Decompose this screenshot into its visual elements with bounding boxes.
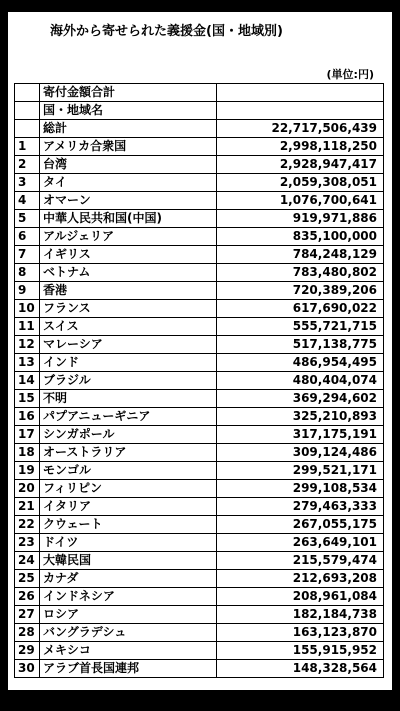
row-amount: 279,463,333 <box>217 498 384 516</box>
header-label-cell <box>40 102 217 120</box>
row-country: オマーン <box>40 192 217 210</box>
table-header-row <box>15 84 384 102</box>
row-rank: 18 <box>15 444 40 462</box>
bottom-bar <box>0 690 400 711</box>
row-amount: 2,059,308,051 <box>217 174 384 192</box>
row-rank: 27 <box>15 606 40 624</box>
table-row <box>15 354 384 372</box>
row-country: アルジェリア <box>40 228 217 246</box>
row-amount: 148,328,564 <box>217 660 384 678</box>
row-rank: 3 <box>15 174 40 192</box>
row-amount: 325,210,893 <box>217 408 384 426</box>
row-rank: 28 <box>15 624 40 642</box>
table-row <box>15 624 384 642</box>
donations-table <box>14 83 384 678</box>
table-row <box>15 480 384 498</box>
row-amount: 919,971,886 <box>217 210 384 228</box>
row-rank: 13 <box>15 354 40 372</box>
document-sheet <box>8 12 392 690</box>
row-rank: 25 <box>15 570 40 588</box>
table-row <box>15 498 384 516</box>
row-rank: 14 <box>15 372 40 390</box>
row-rank: 1 <box>15 138 40 156</box>
table-row <box>15 444 384 462</box>
table-row <box>15 390 384 408</box>
table-row <box>15 282 384 300</box>
table-row <box>15 462 384 480</box>
row-rank: 30 <box>15 660 40 678</box>
row-country: クウェート <box>40 516 217 534</box>
table-row <box>15 642 384 660</box>
row-country: インド <box>40 354 217 372</box>
row-rank: 12 <box>15 336 40 354</box>
row-country: 香港 <box>40 282 217 300</box>
row-amount: 215,579,474 <box>217 552 384 570</box>
header-amount-cell <box>217 84 384 102</box>
row-amount: 617,690,022 <box>217 300 384 318</box>
row-country: 台湾 <box>40 156 217 174</box>
row-country: アメリカ合衆国 <box>40 138 217 156</box>
total-rank-cell <box>15 120 40 138</box>
row-rank: 21 <box>15 498 40 516</box>
row-country: カナダ <box>40 570 217 588</box>
row-rank: 10 <box>15 300 40 318</box>
row-amount: 299,108,534 <box>217 480 384 498</box>
row-amount: 720,389,206 <box>217 282 384 300</box>
row-country: フィリピン <box>40 480 217 498</box>
row-amount: 309,124,486 <box>217 444 384 462</box>
total-label: 総計 <box>40 120 217 138</box>
row-amount: 299,521,171 <box>217 462 384 480</box>
table-row <box>15 552 384 570</box>
table-row <box>15 570 384 588</box>
table-row <box>15 372 384 390</box>
row-rank: 26 <box>15 588 40 606</box>
table-row <box>15 210 384 228</box>
header-amount-cell <box>217 102 384 120</box>
row-amount: 783,480,802 <box>217 264 384 282</box>
row-country: シンガポール <box>40 426 217 444</box>
row-amount: 1,076,700,641 <box>217 192 384 210</box>
table-row <box>15 336 384 354</box>
row-amount: 212,693,208 <box>217 570 384 588</box>
row-amount: 208,961,084 <box>217 588 384 606</box>
table-row <box>15 174 384 192</box>
row-country: メキシコ <box>40 642 217 660</box>
row-country: イギリス <box>40 246 217 264</box>
row-amount: 155,915,952 <box>217 642 384 660</box>
row-country: ブラジル <box>40 372 217 390</box>
row-rank: 5 <box>15 210 40 228</box>
header-rank-cell <box>15 84 40 102</box>
row-rank: 22 <box>15 516 40 534</box>
row-country: オーストラリア <box>40 444 217 462</box>
row-rank: 4 <box>15 192 40 210</box>
row-rank: 11 <box>15 318 40 336</box>
row-rank: 29 <box>15 642 40 660</box>
row-country: アラブ首長国連邦 <box>40 660 217 678</box>
table-row <box>15 228 384 246</box>
page-title: 海外から寄せられた義援金(国・地域別) <box>50 24 283 39</box>
row-amount: 2,928,947,417 <box>217 156 384 174</box>
table-row <box>15 138 384 156</box>
row-rank: 23 <box>15 534 40 552</box>
row-country: バングラデシュ <box>40 624 217 642</box>
row-country: スイス <box>40 318 217 336</box>
row-country: パプアニューギニア <box>40 408 217 426</box>
row-rank: 20 <box>15 480 40 498</box>
header-rank-cell <box>15 102 40 120</box>
table-row <box>15 156 384 174</box>
table-row <box>15 408 384 426</box>
row-rank: 2 <box>15 156 40 174</box>
row-rank: 15 <box>15 390 40 408</box>
table-row <box>15 426 384 444</box>
row-country: モンゴル <box>40 462 217 480</box>
table-header-row <box>15 102 384 120</box>
row-country: ドイツ <box>40 534 217 552</box>
row-amount: 555,721,715 <box>217 318 384 336</box>
row-amount: 835,100,000 <box>217 228 384 246</box>
row-country: 大韓民国 <box>40 552 217 570</box>
row-amount: 263,649,101 <box>217 534 384 552</box>
total-row <box>15 120 384 138</box>
table-row <box>15 300 384 318</box>
row-rank: 9 <box>15 282 40 300</box>
table-row <box>15 318 384 336</box>
row-country: マレーシア <box>40 336 217 354</box>
header-line2: 国・地域名 <box>43 103 104 117</box>
row-country: インドネシア <box>40 588 217 606</box>
header-label-cell <box>40 84 217 102</box>
header-line1: 寄付金額合計 <box>43 85 116 99</box>
row-amount: 486,954,495 <box>217 354 384 372</box>
row-amount: 267,055,175 <box>217 516 384 534</box>
row-amount: 163,123,870 <box>217 624 384 642</box>
row-amount: 369,294,602 <box>217 390 384 408</box>
row-country: タイ <box>40 174 217 192</box>
table-row <box>15 264 384 282</box>
table-row <box>15 516 384 534</box>
row-rank: 19 <box>15 462 40 480</box>
row-country: 不明 <box>40 390 217 408</box>
row-country: 中華人民共和国(中国) <box>40 210 217 228</box>
row-country: ベトナム <box>40 264 217 282</box>
table-row <box>15 534 384 552</box>
table-row <box>15 588 384 606</box>
table-row <box>15 606 384 624</box>
row-country: イタリア <box>40 498 217 516</box>
row-amount: 317,175,191 <box>217 426 384 444</box>
row-amount: 182,184,738 <box>217 606 384 624</box>
row-rank: 7 <box>15 246 40 264</box>
table-row <box>15 660 384 678</box>
row-rank: 17 <box>15 426 40 444</box>
table-row <box>15 192 384 210</box>
row-rank: 24 <box>15 552 40 570</box>
row-country: ロシア <box>40 606 217 624</box>
row-amount: 517,138,775 <box>217 336 384 354</box>
row-amount: 784,248,129 <box>217 246 384 264</box>
unit-label: (単位:円) <box>326 68 374 81</box>
row-country: フランス <box>40 300 217 318</box>
row-amount: 2,998,118,250 <box>217 138 384 156</box>
table-row <box>15 246 384 264</box>
row-amount: 480,404,074 <box>217 372 384 390</box>
total-amount: 22,717,506,439 <box>217 120 384 138</box>
row-rank: 6 <box>15 228 40 246</box>
row-rank: 16 <box>15 408 40 426</box>
row-rank: 8 <box>15 264 40 282</box>
